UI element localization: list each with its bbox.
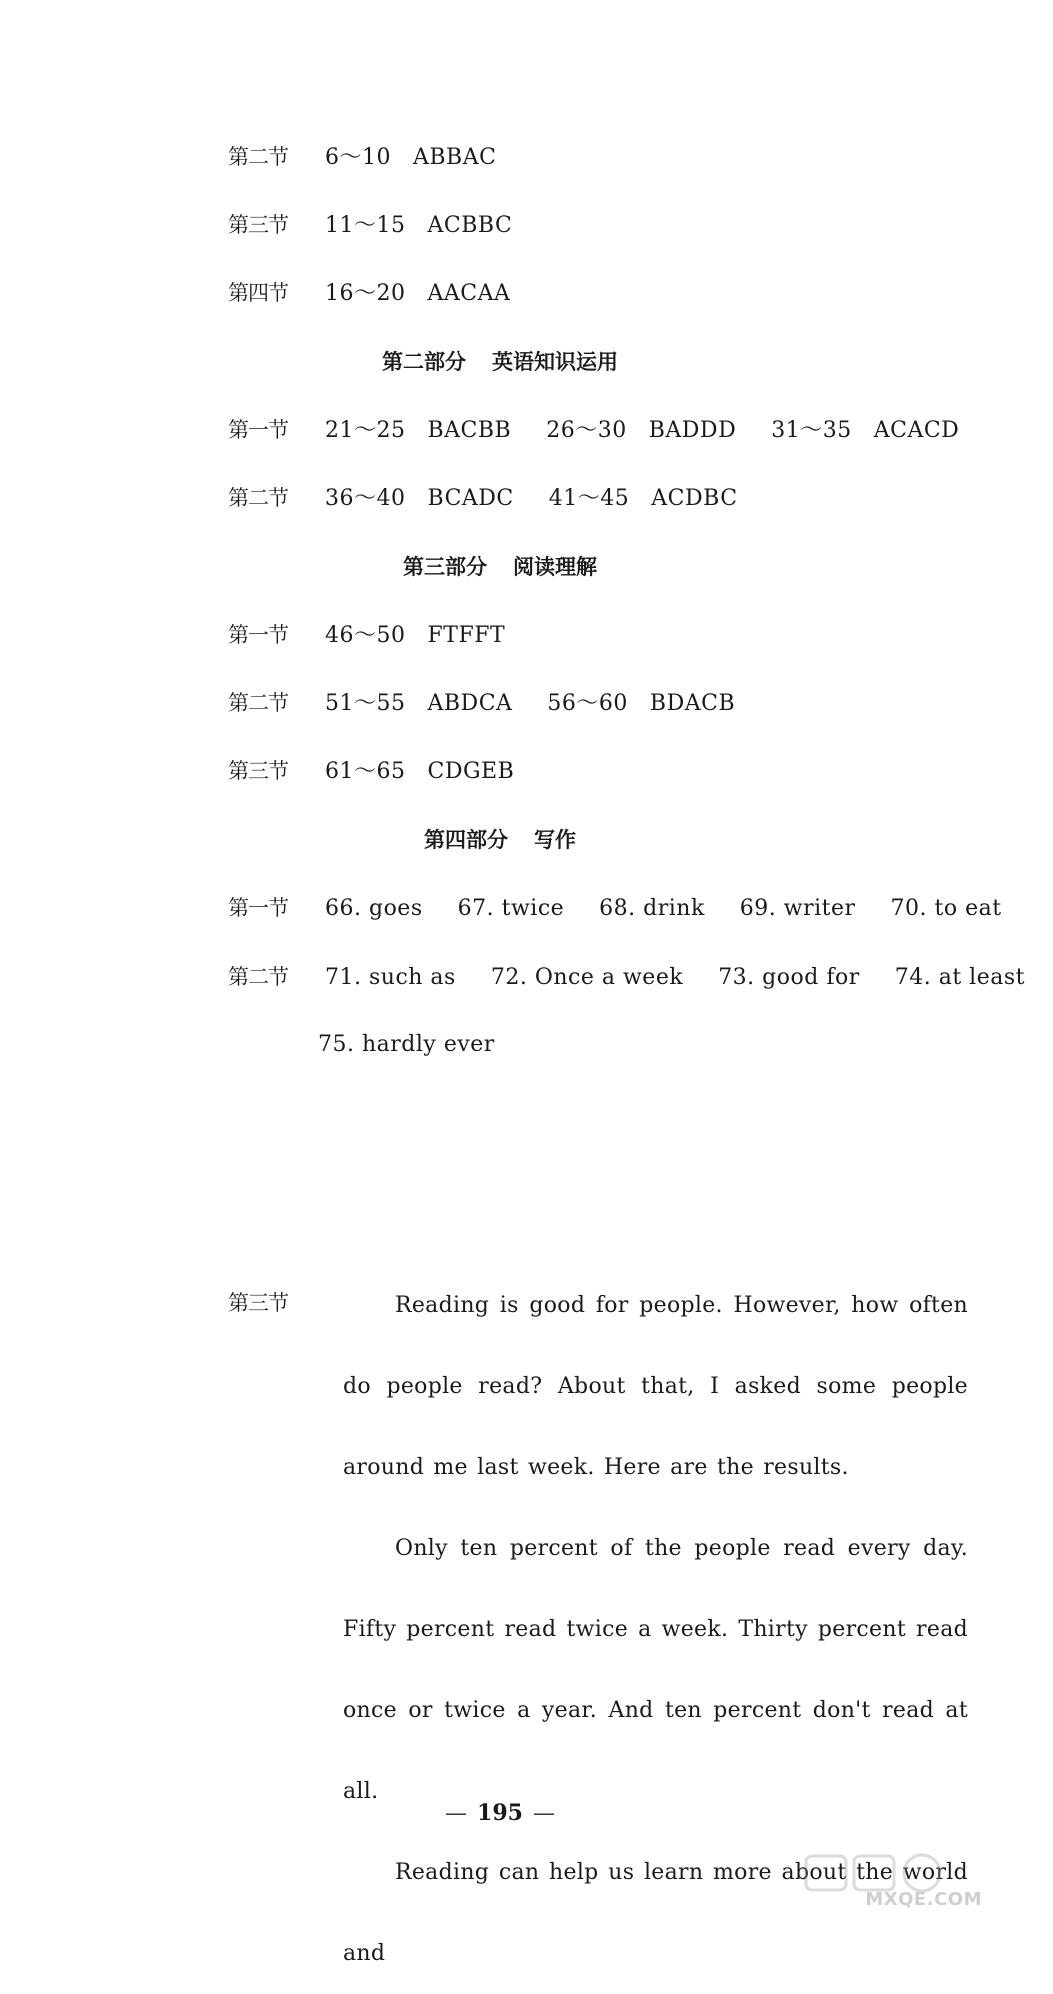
section-label: 第二节: [228, 691, 288, 715]
answer-group: 61～65 CDGEB: [325, 759, 515, 784]
answer-line-p3-3: [228, 756, 542, 787]
answer-line-p1-2: [228, 142, 524, 173]
answer-line-p2-1: [228, 415, 987, 446]
section-label: 第一节: [228, 896, 288, 920]
section-label: 第四节: [228, 281, 288, 305]
answer-group: 36～40 BCADC: [325, 486, 514, 511]
answer-word: 67. twice: [457, 896, 565, 921]
section-label: 第二节: [228, 965, 288, 989]
answer-group: 6～10 ABBAC: [325, 145, 497, 170]
answer-line-p3-2: [228, 688, 763, 719]
answer-group: 46～50 FTFFT: [325, 623, 506, 648]
answer-group: 41～45 ACDBC: [548, 486, 738, 511]
section-label: 第三节: [228, 213, 288, 237]
essay-paragraph: Reading is good for people. However, how often do people read? About that, I asked some people around me last week. Here are the results.: [343, 1293, 968, 1480]
section-label: 第三节: [228, 1291, 288, 1315]
section-label: 第三节: [228, 759, 288, 783]
answer-word: 70. to eat: [890, 896, 1002, 921]
answer-phrase: 73. good for: [718, 965, 860, 990]
answer-phrase: 72. Once a week: [490, 965, 684, 990]
answer-group: 16～20 AACAA: [325, 281, 511, 306]
part3-heading: 第三部分 阅读理解: [403, 555, 597, 579]
answer-line-p2-2: [228, 483, 766, 514]
answer-group: 31～35 ACACD: [771, 418, 960, 443]
answer-group: 21～25 BACBB: [325, 418, 512, 443]
section-label: 第二节: [228, 145, 288, 169]
answer-line-p4-2b: [318, 1030, 523, 1060]
part2-heading: 第二部分 英语知识运用: [382, 350, 618, 374]
answer-line-p1-4: [228, 278, 538, 309]
answer-word: 66. goes: [325, 896, 423, 921]
section-label: 第二节: [228, 486, 288, 510]
section-label: 第一节: [228, 623, 288, 647]
answer-phrase: 74. at least: [894, 965, 1025, 990]
essay-paragraph: Reading can help us learn more about the world and: [343, 1860, 968, 1966]
answer-phrase: 71. such as: [325, 965, 456, 990]
section-label: 第一节: [228, 418, 288, 442]
answer-line-p1-3: [228, 210, 540, 241]
essay-paragraph: Only ten percent of the people read every day. Fifty percent read twice a week. Thirty percent read once or twice a year. And ten percent don't read at all.: [343, 1536, 968, 1804]
answer-group: 51～55 ABDCA: [325, 691, 513, 716]
page-number: — 195 —: [445, 1800, 555, 1826]
answer-line-p4-2: [228, 962, 1053, 993]
answer-group: 56～60 BDACB: [547, 691, 736, 716]
answer-group: 26～30 BADDD: [546, 418, 737, 443]
answer-group: 11～15 ACBBC: [325, 213, 513, 238]
answer-phrase: 75. hardly ever: [318, 1032, 495, 1057]
part4-heading: 第四部分 写作: [424, 828, 576, 852]
answer-word: 68. drink: [599, 896, 705, 921]
watermark: MXQE.COM: [798, 1850, 988, 1914]
answer-line-p4-1: [228, 893, 1030, 924]
answer-line-p3-1: [228, 620, 533, 651]
answer-word: 69. writer: [739, 896, 856, 921]
